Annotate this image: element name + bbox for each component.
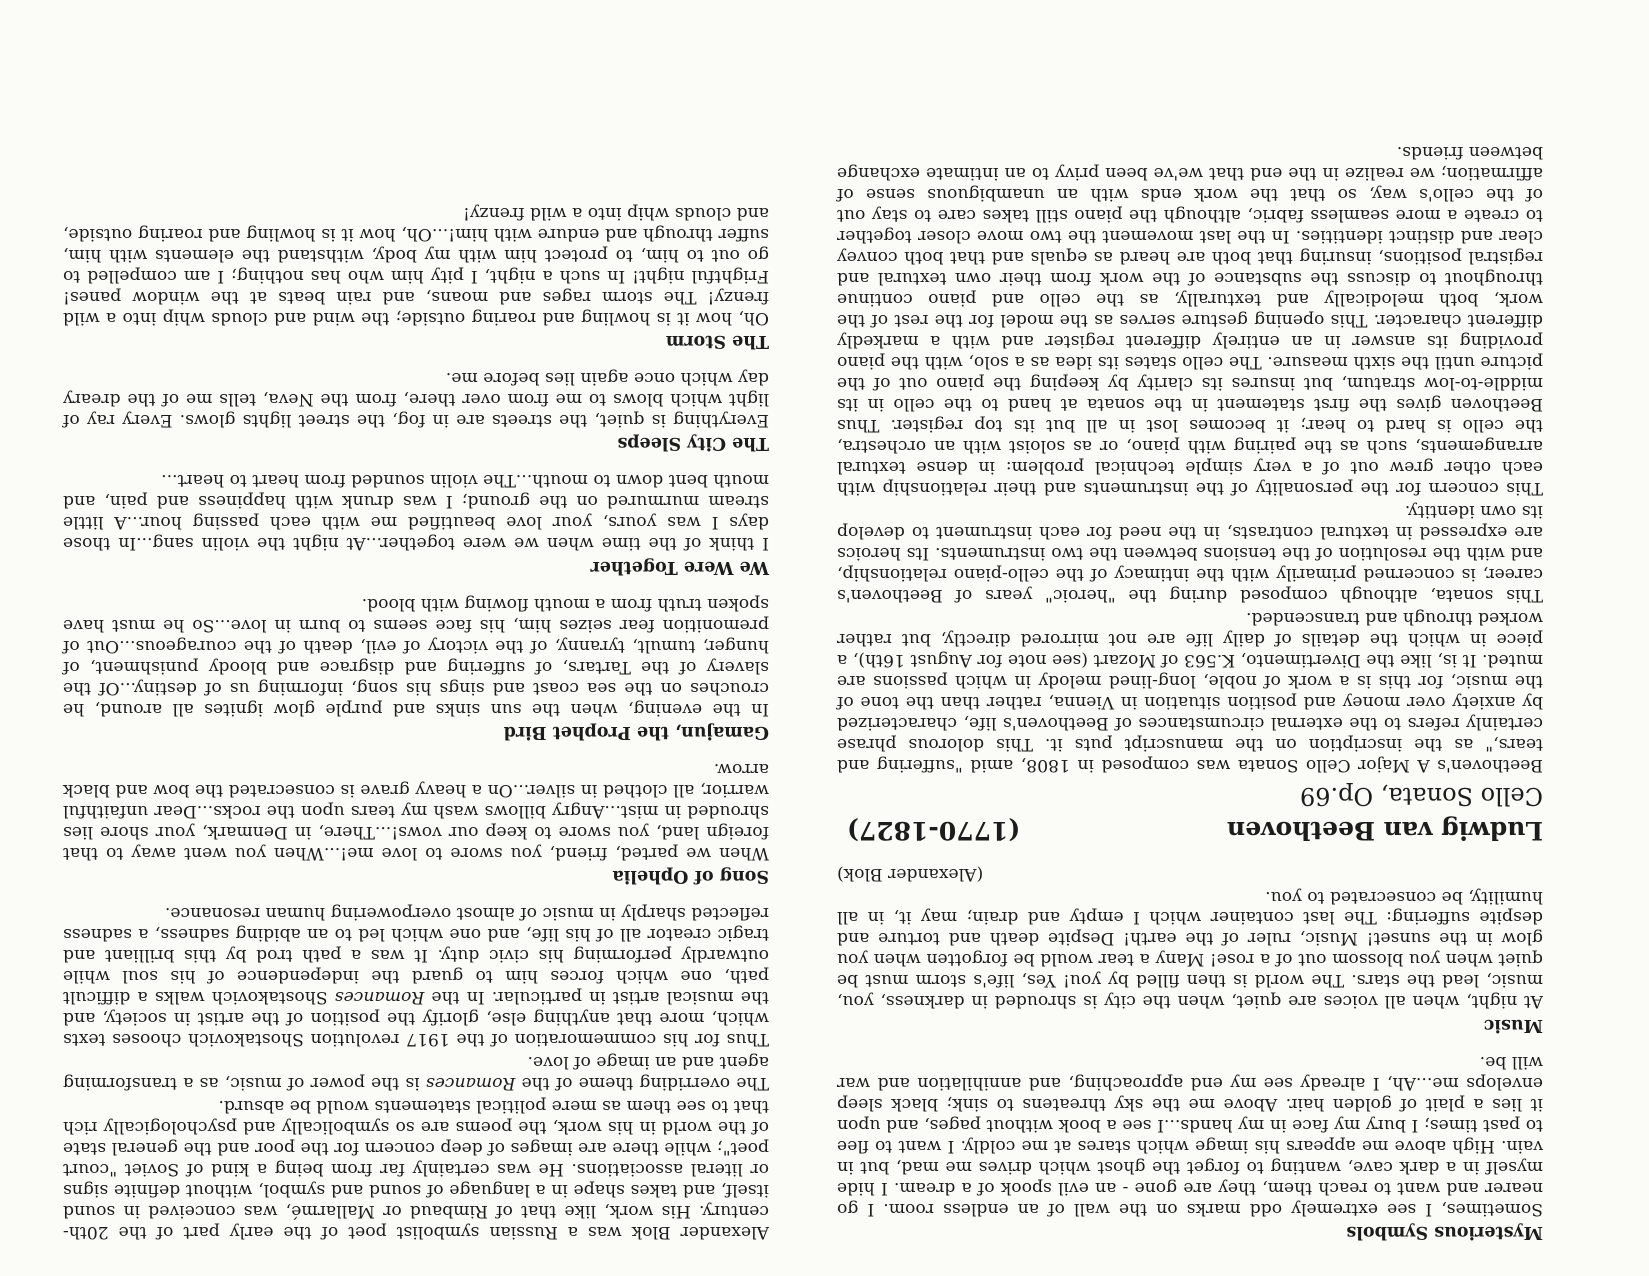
text-mysterious-symbols: Sometimes, I see extremely odd marks on the wall of an endless room. I go nearer and want to reach them, they are gone - an evil spook of a dream. I hide myself in a dark cave, wanting to forget the ghost which drives me mad, but in vain. High above me appears his image which stares at me coldly. I want to flee to past times; I bury my face in my hands...I see a book without pages, and upon it lies a plait of golden hair. Above me the sky threatens to sink; black sleep envelops me...Ah, I already see my end approaching, and annihilation and war will be. — [837, 1051, 1543, 1219]
heading-the-city-sleeps: The City Sleeps — [617, 433, 769, 454]
composer-name: Ludwig van Beethoven — [1227, 815, 1543, 845]
author-credit: (Alexander Blok) — [837, 863, 984, 884]
composer-dates: (1770-1827) — [847, 815, 1021, 845]
heading-gamajun: Gamajun, the Prophet Bird — [503, 721, 769, 742]
text-we-were-together: I think of the time when we were together...At night the violin sang...In those days I was yours, your love beautified me with each passing hour...A little stream murmured on the ground; I was drunk with happiness and pain, and mouth bent down to mouth...The violin sounded from heart to heart... — [63, 470, 769, 554]
right-column — [63, 200, 769, 1242]
heading-song-of-ophelia: Song of Ophelia — [612, 866, 769, 887]
heading-mysterious-symbols: Mysterious Symbols — [1346, 1222, 1543, 1242]
text-the-city-sleeps: Everything is quiet, the streets are in fog, the street lights glows. Every ray of light which blows to me from over there, from the Neva, tells me of the dreary day which once again lies before me. — [63, 368, 769, 431]
heading-the-storm: The Storm — [665, 331, 769, 352]
romances-title-1: Romances — [425, 1073, 516, 1094]
credit-line — [837, 863, 1543, 884]
essay-paragraph-1: Beethoven's A Major Cello Sonata was composed in 1808, amid "suffering and tears," as the inscription on the manuscript puts it. This dolorous phrase certainly refers to the external circumstances of Beethoven's life, characterized by anxiety over money and position situation in Vienna, rather than the tone of the music, for this is a work of noble, long-lined melody in which passions are muted. It is, like the Divertimento, K.563 of Mozart (see note for August 16th), a piece in which the details of daily life are not mirrored directly, but rather worked through and transcended. — [837, 607, 1543, 775]
work-title: Cello Sonata, Op.69 — [1299, 782, 1543, 811]
essay-paragraph-3: This concern for the personality of the instruments and their relationship with each other grew out of a very simple technical problem: in dense textural arrangements, such as the pairing with piano, or as soloist with an orchestra, the cello is hard to hear; it becomes lost in all but its top register. Thus Beethoven gives the first statement in the sonata at hand to the cello in its middle-to-low stratum, but insures its clarity by keeping the piano out of the picture until the sixth measure. The cello states its idea as a solo, with the piano providing its answer in an entirely different register and with a markedly different character. This opening gesture serves as the model for the rest of the work, both melodically and texturally, as the cello and piano continue throughout to discuss the substance of the work from their own textural and registral positions, insuring that both are heard as equals and that both convey clear and distinct identities. In the last movement the two move closer together to create a more seamless fabric, although the piano still takes care to stay out of the cello's way, so that the work ends with an unambiguous sense of affirmation; we realize in the end that we've been privy to an intimate exchange between friends. — [837, 142, 1543, 498]
text-the-storm: Oh, how it is howling and roaring outside; the wind and clouds whip into a wild frenzy! The storm rages and moans, and rain beats at the window panes! Frightful night! In such a night, I pity him who has nothing; I am compelled to go out to him, to protect him with my body, withstand the elements with him, suffer through and endure with him!...Oh, how it is howling and roaring outside, and clouds whip into a wild frenzy! — [63, 202, 769, 328]
romances-title-2: Romances — [334, 987, 425, 1008]
left-column — [837, 139, 1543, 1242]
intro-paragraph-3 — [63, 902, 769, 1049]
intro-p2-text-b: is the power of music, as a transforming agent and an image of love. — [63, 1052, 769, 1094]
text-gamajun: In the evening, when the sun sinks and purple glow ignites all around, he crouches on the sea coast and sings his song, informing us of destiny...Of the slavery of the Tartars, of suffering and disgrace and bloody punishment, of hunger, tumult, tyranny, of the victory of evil, death of the courageous...Out of premonition fear seizes him, his face seems to burn in love...So he must have spoken truth from a mouth flowing with blood. — [63, 593, 769, 719]
intro-p3-text-b: Shostakovich walks a difficult path, one which forces him to guard the independence of his soul while outwardly performing his civic duty. It was a path trod by this brilliant and tragic creator all of his life, and one which led to an abiding sadness, a sadness reflected sharply in music of almost overpowering human resonance. — [63, 903, 769, 1008]
composer-heading — [837, 814, 1543, 845]
heading-music: Music — [1483, 1014, 1543, 1035]
heading-we-were-together: We Were Together — [590, 556, 769, 577]
text-song-of-ophelia: When we parted, friend, you swore to love me!...When you went away to that foreign land, you swore to keep our vows!...There, in Denmark, your shore lies shrouded in mist...Angry billows wash my tears upon the rocks...Dear unfaithful warrior, all clothed in silver...On a heavy grave is consecrated the bow and black arrow. — [63, 758, 769, 863]
essay-paragraph-2: This sonata, although composed during the "heroic" years of Beethoven's career, is concerned primarily with the intimacy of the cello-piano relationship, and with the resolution of the tensions between the two instruments. Its heroics are expressed in textural contrasts, in the need for each instrument to develop its own identity. — [837, 500, 1543, 605]
intro-p2-text-a: The overriding theme of the — [515, 1073, 769, 1094]
intro-p3-text-a: Thus for his commemoration of the 1917 revolution Shostakovich chooses texts which, more that anything else, glorify the position of the artist in society, and the musical artist in particular. In the — [63, 987, 769, 1050]
intro-paragraph-1: Alexander Blok was a Russian symbolist poet of the early part of the 20th-century. His work, like that of Rimbaud or Mallarmé, was conceived in sound itself, and takes shape in a language of sound and symbol, without definite signs or literal associations. He was certainly far from being a kind of Soviet "court poet"; while there are images of deep concern for the poor and the general state of the world in his work, the poems are so symbolically and psychologically rich that to see them as mere political statements would be absurd. — [63, 1096, 769, 1242]
text-music: At night, when all voices are quiet, when the city is shrouded in darkness, you, music, lead the stars. The world is then filled by you! Yes, life's storm must be quiet when you blossom out of a rose! Many a tear would be forgotten when you glow in the sunset! Music, ruler of the earth! Despite death and torture and despite suffering: The last container which I empty and drain; may it, in all humility, be consecrated to you. — [837, 886, 1543, 1012]
intro-paragraph-2 — [63, 1051, 769, 1093]
